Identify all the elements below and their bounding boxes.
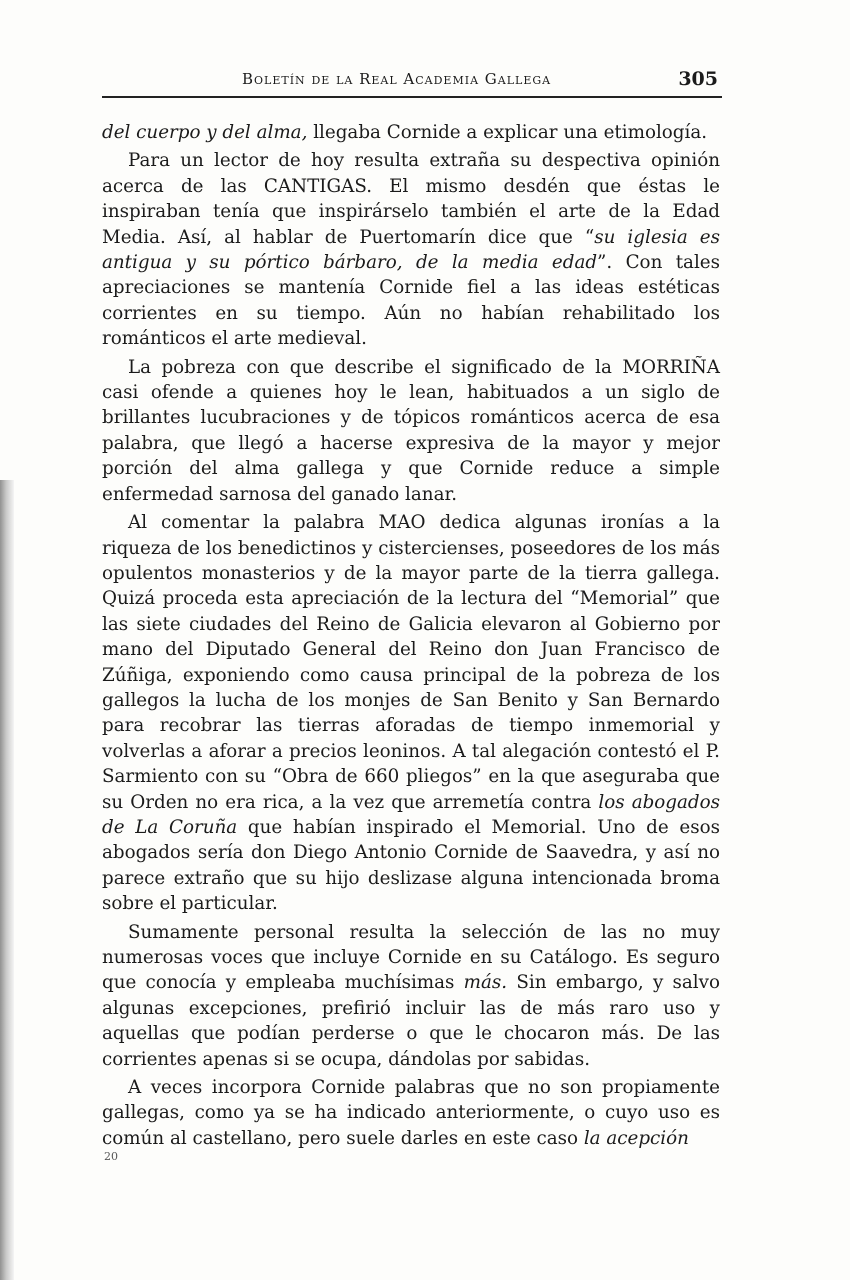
p1-text: llegaba Cornide a explicar una etimología. [307, 122, 708, 143]
p2-quote: su iglesia es antigua y su pórtico bárbaro, de la media edad [102, 226, 720, 274]
p5-text-a: Sumamente personal resulta la selección de las no muy numerosas voces que incluye Cornide en su Catálogo. Es seguro que conocía y empleaba muchísimas [102, 921, 720, 994]
body-text [102, 120, 720, 1154]
paragraph-4 [102, 510, 720, 917]
paragraph-5 [102, 920, 720, 1072]
paragraph-3: La pobreza con que describe el significado de la MORRIÑA casi ofende a quienes hoy le lean, habituados a un siglo de brillantes lucubraciones y de tópicos románticos acerca de esa palabra, que llegó a hacerse expresiva de la mayor y mejor porción del alma gallega y que Cornide reduce a simple enfermedad sarnosa del ganado lanar. [102, 356, 720, 505]
p5-italic-word: más. [463, 972, 508, 994]
page-number: 305 [678, 68, 718, 90]
p4-italic-phrase: los abogados de La Coruña [102, 791, 720, 838]
p6-italic-phrase: la acepción [583, 1127, 689, 1149]
paragraph-6 [102, 1075, 720, 1151]
page-binding-edge [0, 480, 14, 1280]
p6-text-a: A veces incorpora Cornide palabras que no son propiamente gallegas, como ya se ha indicado anteriormente, o cuyo uso es común al castellano, pero suele darles en este caso [102, 1077, 720, 1149]
running-title: Boletín de la Real Academia Gallega [242, 70, 552, 88]
p4-text-a: Al comentar la palabra MAO dedica algunas ironías a la riqueza de los benedictinos y cistercienses, poseedores de los más opulentos monasterios y de la mayor parte de la tierra gallega. Quizá proceda esta apreciación de la lectura del “Memorial” que las siete ciudades del Reino de Galicia elevaron al Gobierno por mano del Diputado General del Reino don Juan Francisco de Zúñiga, exponiendo como causa principal de la pobreza de los gallegos la lucha de los monjes de San Benito y San Bernardo para recobrar las tierras aforadas de tiempo inmemorial y volverlas a aforar a precios leoninos. A tal alegación contestó el P. Sarmiento con su “Obra de 660 pliegos” en la que aseguraba que su Orden no era rica, a la vez que arremetía contra [102, 512, 720, 813]
running-header [100, 64, 722, 94]
p5-text-b: Sin embargo, y salvo algunas excepciones, prefirió incluir las de más raro uso y aquellas que podían perderse o que le chocaron más. De las corrientes apenas si se ocupa, dándolas por sabidas. [102, 972, 720, 1070]
paragraph-1 [102, 120, 720, 145]
p4-text-b: que habían inspirado el Memorial. Uno de esos abogados sería don Diego Antonio Cornide de Saavedra, y así no parece extraño que su hijo deslizase alguna intencionada broma sobre el particular. [102, 816, 720, 915]
printer-signature-mark: 20 [104, 1150, 118, 1163]
p1-italic-phrase: del cuerpo y del alma, [102, 122, 308, 143]
paragraph-2 [102, 148, 720, 351]
p2-text-a: Para un lector de hoy resulta extraña su despectiva opinión acerca de las CANTIGAS. El mismo desdén que éstas le inspiraban tenía que inspirárselo también el arte de la Edad Media. Así, al hablar de Puertomarín dice que “ [102, 150, 720, 248]
header-rule [102, 96, 722, 98]
p2-text-b: ”. Con tales apreciaciones se mantenía Cornide fiel a las ideas estéticas corrientes en su tiempo. Aún no habían rehabilitado los románticos el arte medieval. [102, 252, 720, 350]
